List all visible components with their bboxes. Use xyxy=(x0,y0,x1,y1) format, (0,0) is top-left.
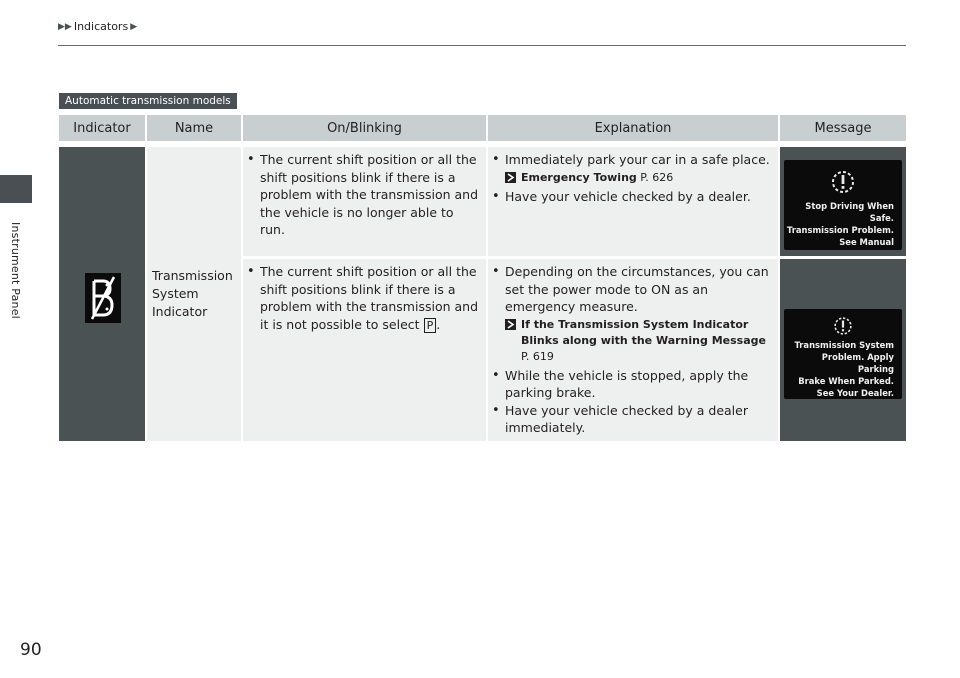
on-blinking-row-2: • The current shift position or all the shift positions blink if there is a problem with the transmission and it is not possible to select P . xyxy=(244,263,482,333)
explanation-bullet: • Have your vehicle checked by a dealer immediately. xyxy=(489,402,775,437)
reference-page: P. 619 xyxy=(521,349,554,363)
on-blinking-row-1: • The current shift position or all the shift positions blink if there is a problem with the transmission and the vehicle is no longer able to run. xyxy=(244,151,482,239)
reference-arrow-icon xyxy=(505,172,516,183)
indicator-cell xyxy=(59,147,145,441)
message-line: See Your Dealer. xyxy=(816,388,894,398)
warning-gear-exclamation-icon xyxy=(829,315,857,337)
header-name: Name xyxy=(147,115,241,141)
header-indicator: Indicator xyxy=(59,115,145,141)
chapter-label-text: Instrument Panel xyxy=(8,221,22,319)
on-blinking-cell-row-2 xyxy=(243,259,486,441)
message-line: Transmission Problem. xyxy=(786,225,894,235)
message-display-row-1 xyxy=(784,160,902,250)
explanation-cell-row-1 xyxy=(488,147,778,256)
breadcrumb-item[interactable]: Indicators xyxy=(73,20,129,33)
breadcrumb xyxy=(58,20,137,33)
page-number: 90 xyxy=(20,640,42,660)
header-message: Message xyxy=(780,115,906,141)
reference-arrow-icon xyxy=(505,319,516,330)
message-display-row-2 xyxy=(784,309,902,399)
name-line-3: Indicator xyxy=(152,304,208,319)
name-line-2: System xyxy=(152,286,199,301)
message-line: Transmission System xyxy=(794,340,894,350)
reference-title: Emergency Towing xyxy=(521,170,637,184)
explanation-bullet: • Depending on the circumstances, you can set the power mode to ON as an emergency measure. xyxy=(489,263,775,316)
header-explanation: Explanation xyxy=(488,115,778,141)
name-line-1: Transmission xyxy=(152,268,233,283)
explanation-bullet: • Immediately park your car in a safe place. xyxy=(489,151,775,169)
name-cell xyxy=(147,147,241,441)
on-blinking-row-2-text: The current shift position or all the shift positions blink if there is a problem with the transmission and it is not possible to select xyxy=(260,264,479,332)
message-line: Problem. Apply Parking xyxy=(821,352,894,374)
reference-title: If the Transmission System Indicator Blinks along with the Warning Message xyxy=(521,317,766,347)
explanation-bullet: • While the vehicle is stopped, apply the parking brake. xyxy=(489,367,775,402)
message-cell-row-1 xyxy=(780,147,906,256)
indicator-name xyxy=(152,267,238,321)
transmission-system-indicator-icon xyxy=(85,273,121,323)
message-line: See Manual xyxy=(839,237,894,247)
reference-link[interactable] xyxy=(489,170,775,186)
reference-page: P. 626 xyxy=(640,170,674,184)
explanation-cell-row-2 xyxy=(488,259,778,441)
explanation-bullet: • Have your vehicle checked by a dealer. xyxy=(489,188,775,206)
message-line: Brake When Parked. xyxy=(798,376,894,386)
header-on-blinking: On/Blinking xyxy=(243,115,486,141)
shift-key-p: P xyxy=(424,318,437,333)
message-line: Stop Driving When Safe. xyxy=(805,201,894,223)
section-tag: Automatic transmission models xyxy=(59,93,237,109)
message-cell-row-2 xyxy=(780,259,906,441)
chapter-label xyxy=(2,215,28,325)
on-blinking-cell-row-1 xyxy=(243,147,486,256)
breadcrumb-arrow-icon: ▶▶ xyxy=(58,21,72,32)
warning-gear-exclamation-icon xyxy=(829,168,857,196)
header-rule xyxy=(58,45,906,46)
breadcrumb-arrow-icon: ▶ xyxy=(130,21,138,32)
reference-link[interactable] xyxy=(489,317,775,365)
chapter-tab xyxy=(0,175,32,203)
